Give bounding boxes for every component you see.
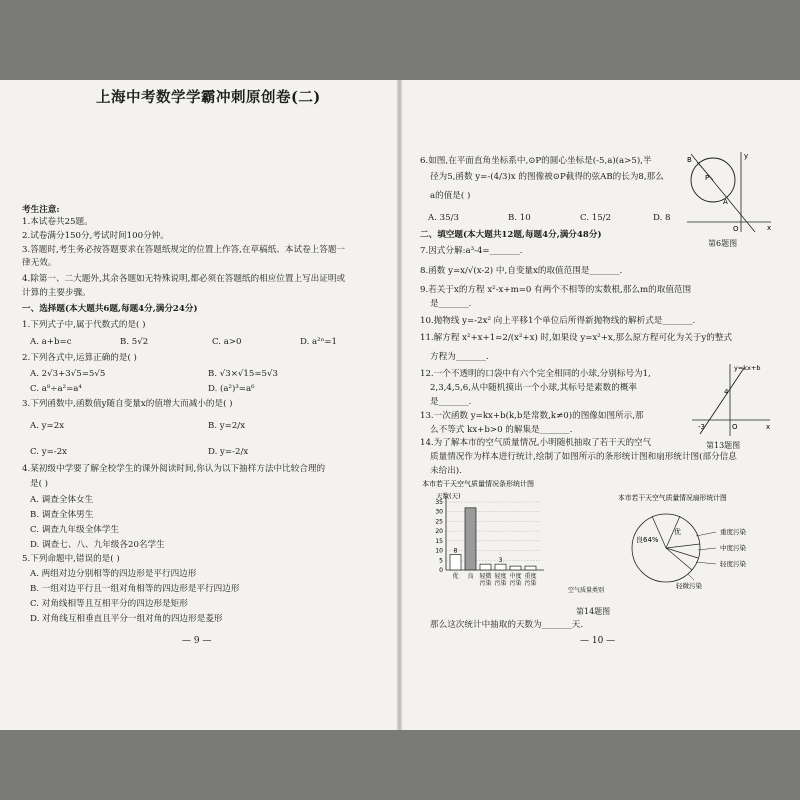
- q5-stem: 5.下列命题中,错误的是( ): [22, 554, 120, 564]
- pie-divider-2: [666, 544, 700, 548]
- q6-label-o: O: [733, 225, 739, 233]
- bar-6: [525, 566, 536, 570]
- q6-caption: 第6题图: [708, 239, 738, 248]
- q1-stem: 1.下列式子中,属于代数式的是( ): [22, 320, 146, 330]
- q13-line-2: 么不等式 kx+b>0 的解集是_______.: [430, 425, 573, 435]
- q6-line-2: 径为5,函数 y=-(4/3)x 的图像被⊙P截得的弦AB的长为8,那么: [430, 172, 664, 182]
- bar-category-label: 污染: [494, 580, 507, 587]
- q2-option-d: D. (a²)³=a⁶: [208, 384, 255, 394]
- bar-y-tick-label: 10: [435, 547, 443, 555]
- bar-category-label: 轻度: [494, 573, 507, 580]
- bar-category-label: 污染: [509, 580, 522, 587]
- q6-option-b: B. 10: [508, 213, 531, 223]
- q4-option-c: C. 调查九年级全体学生: [30, 525, 120, 535]
- q6-line-3: a的值是( ): [430, 191, 471, 201]
- q14-pie-chart: [616, 492, 776, 592]
- page-number-right: — 10 —: [580, 636, 616, 646]
- bar-y-tick-label: 20: [435, 528, 443, 536]
- bar-chart-xlabel: 空气质量类别: [568, 587, 605, 594]
- page-number-left: — 9 —: [182, 636, 212, 646]
- bar-chart-ylabel: 天数(天): [436, 492, 461, 500]
- q10: 10.抛物线 y=-2x² 向上平移1个单位后所得新抛物线的解析式是_______.: [420, 316, 696, 326]
- pie-divider-3: [666, 548, 698, 558]
- q5-option-a: A. 两组对边分别相等的四边形是平行四边形: [30, 569, 197, 579]
- bar-1: [450, 554, 461, 570]
- bar-chart-title: 本市若干天空气质量情况条形统计图: [422, 480, 534, 488]
- exam-title: 上海中考数学学霸冲刺原创卷(二): [96, 89, 321, 106]
- q11-line-2: 方程为_______.: [430, 352, 489, 362]
- q14-bar-chart: [418, 478, 614, 596]
- q3-option-b: B. y=2/x: [208, 421, 246, 431]
- section-2-heading: 二、填空题(本大题共12题,每题4分,满分48分): [420, 230, 602, 240]
- bar-y-tick-label: 15: [435, 537, 443, 545]
- q14-line-3: 未给出).: [430, 466, 462, 476]
- pie-chart-title: 本市若干天空气质量情况扇形统计图: [618, 494, 727, 502]
- bar-category-label: 中度: [509, 573, 522, 580]
- bar-y-tick-label: 35: [435, 499, 443, 506]
- bar-category-label: 轻微: [479, 573, 492, 580]
- bar-data-label: 8: [453, 547, 458, 555]
- q13-x-label: x: [766, 423, 771, 431]
- bar-data-label: 3: [498, 557, 503, 565]
- pie-label-severe: 重度污染: [720, 528, 746, 536]
- q12-line-3: 是_______.: [430, 397, 472, 407]
- q2-stem: 2.下列各式中,运算正确的是( ): [22, 353, 137, 363]
- note-4: 4.除第一、二大题外,其余各题如无特殊说明,都必须在答题纸的相应位置上写出证明或: [22, 274, 346, 284]
- q1-option-a: A. a+b=c: [30, 337, 72, 347]
- q6-option-a: A. 35/3: [428, 213, 459, 223]
- section-1-heading: 一、选择题(本大题共6题,每题4分,满分24分): [22, 304, 198, 314]
- q6-line-1: 6.如图,在平面直角坐标系中,⊙P的圆心坐标是(-5,a)(a>5),半: [420, 156, 652, 166]
- q13-caption: 第13题图: [706, 441, 741, 450]
- q1-option-c: C. a>0: [212, 337, 242, 347]
- pie-divider-4: [666, 548, 692, 570]
- book-fold: [397, 80, 402, 730]
- q5-option-d: D. 对角线互相垂直且平分一组对角的四边形是菱形: [30, 614, 223, 624]
- q9-line-2: 是_______.: [430, 299, 472, 309]
- note-3: 3.答题时,考生务必按答题要求在答题纸规定的位置上作答,在草稿纸、本试卷上答题一: [22, 245, 346, 255]
- bar-y-tick-label: 25: [435, 518, 443, 526]
- q3-option-d: D. y=-2/x: [208, 447, 249, 457]
- notes-heading: 考生注意:: [22, 205, 60, 215]
- q1-option-d: D. a²ⁿ=1: [300, 337, 338, 347]
- q6-label-y: y: [744, 152, 749, 160]
- bar-category-label: 重度: [524, 573, 537, 580]
- q14-line-1: 14.为了解本市的空气质量情况,小明随机抽取了若干天的空气: [420, 438, 652, 448]
- q14-tail: 那么这次统计中抽取的天数为_______天.: [430, 620, 584, 630]
- pie-label-liang: 良64%: [636, 536, 659, 544]
- q3-stem: 3.下列函数中,函数值y随自变量x的值增大而减小的是( ): [22, 399, 233, 409]
- q6-label-b: B: [687, 156, 692, 164]
- bar-category-label: 优: [452, 573, 459, 580]
- q11-line-1: 11.解方程 x²+x+1=2/(x²+x) 时,如果设 y=x²+x,那么原方程可化为关于y的整式: [420, 333, 733, 343]
- bar-y-tick-label: 5: [439, 557, 443, 565]
- q13-line-label: y=kx+b: [734, 364, 761, 372]
- pie-label-light: 轻度污染: [720, 560, 746, 568]
- q6-option-d: D. 8: [653, 213, 671, 223]
- q4-option-a: A. 调查全体女生: [30, 495, 94, 505]
- pie-label-slight: 轻微污染: [676, 582, 702, 590]
- note-3-cont: 律无效。: [22, 258, 57, 268]
- note-4-cont: 计算的主要步骤。: [22, 288, 91, 298]
- q14-line-2: 质量情况作为样本进行统计,绘制了如图所示的条形统计图和扇形统计图(部分信息: [430, 452, 737, 462]
- q6-option-c: C. 15/2: [580, 213, 612, 223]
- q13-line-1: 13.一次函数 y=kx+b(k,b是常数,k≠0)的图像如图所示,那: [420, 411, 644, 421]
- q4-option-b: B. 调查全体男生: [30, 510, 94, 520]
- q4-stem-cont: 是( ): [30, 479, 49, 489]
- q2-option-c: C. a⁸÷a²=a⁴: [30, 384, 82, 394]
- bar-category-label: 良: [467, 573, 474, 580]
- q7: 7.因式分解:a³-4=_______.: [420, 246, 523, 256]
- q3-option-a: A. y=2x: [30, 421, 65, 431]
- q13-origin: O: [732, 423, 738, 431]
- note-2: 2.试卷满分150分,考试时间100分钟。: [22, 231, 169, 241]
- q4-stem: 4.某初级中学要了解全校学生的课外阅读时间,你认为以下抽样方法中比较合理的: [22, 464, 326, 474]
- q6-label-p: P: [705, 174, 710, 182]
- bar-5: [510, 566, 521, 570]
- q2-option-a: A. 2√3+3√5=5√5: [30, 369, 106, 379]
- q6-label-x: x: [767, 224, 772, 232]
- q8: 8.函数 y=x/√(x-2) 中,自变量x的取值范围是_______.: [420, 266, 623, 276]
- pie-label-moderate: 中度污染: [720, 544, 746, 552]
- bar-category-label: 污染: [479, 580, 492, 587]
- bar-3: [480, 564, 491, 570]
- q12-line-2: 2,3,4,5,6,从中随机摸出一个小球,其标号是素数的概率: [430, 383, 638, 393]
- q2-option-b: B. √3×√15=5√3: [208, 369, 278, 379]
- q3-option-c: C. y=-2x: [30, 447, 68, 457]
- q5-option-b: B. 一组对边平行且一组对角相等的四边形是平行四边形: [30, 584, 240, 594]
- q5-option-c: C. 对角线相等且互相平分的四边形是矩形: [30, 599, 188, 609]
- q14-caption: 第14题图: [576, 607, 611, 616]
- bar-2: [465, 508, 476, 570]
- bar-category-label: 污染: [524, 580, 537, 587]
- q1-option-b: B. 5√2: [120, 337, 149, 347]
- q12-line-1: 12.一个不透明的口袋中有六个完全相同的小球,分别标号为1,: [420, 369, 651, 379]
- bar-y-tick-label: 0: [439, 567, 443, 574]
- q4-option-d: D. 调查七、八、九年级各20名学生: [30, 540, 165, 550]
- q6-label-a: A: [723, 198, 728, 206]
- pie-label-you: 优: [674, 528, 681, 536]
- bar-y-tick-label: 30: [435, 508, 443, 516]
- q6-figure: [683, 150, 773, 234]
- bar-4: [495, 564, 506, 570]
- note-1: 1.本试卷共25题。: [22, 217, 93, 227]
- q9-line-1: 9.若关于x的方程 x²-x+m=0 有两个不相等的实数根,那么m的取值范围: [420, 285, 692, 295]
- q13-x-tick: -3: [698, 423, 705, 431]
- q13-figure: [690, 362, 772, 438]
- q13-y-tick: 4: [724, 388, 729, 396]
